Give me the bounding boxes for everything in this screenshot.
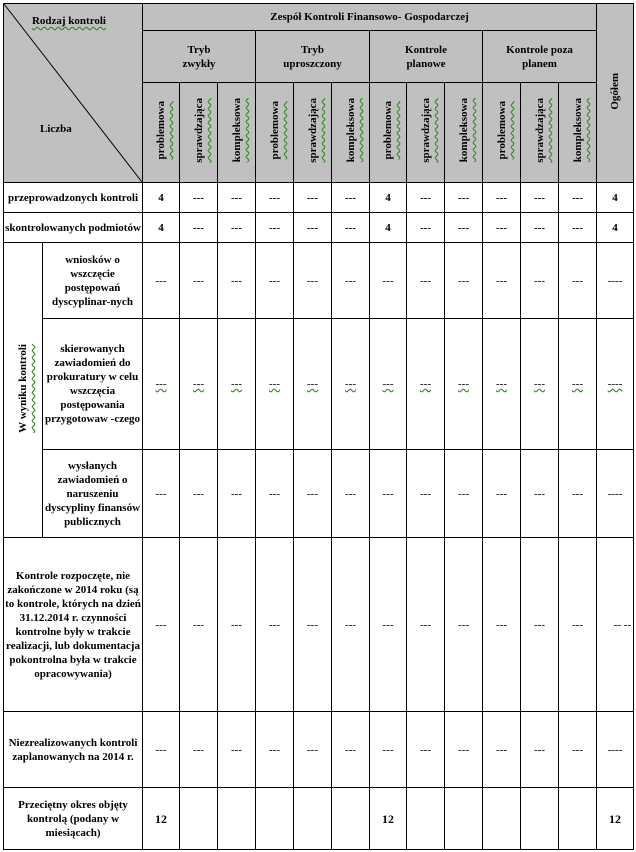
value-cell: --- <box>332 319 370 450</box>
type-label-sprawdzajaca: sprawdzająca <box>192 98 205 163</box>
type-label-problemowa: problemowa <box>382 101 394 160</box>
type-label-kompleksowa: kompleksowa <box>571 98 584 163</box>
total-header-label: Ogółem <box>609 72 622 110</box>
row-label: skierowanych zawiadomień do prokuratury w celu wszczęcia postępowania przygotowaw -czego <box>43 319 143 450</box>
value-cell: --- <box>521 450 559 538</box>
type-header <box>407 83 445 183</box>
value-cell: 12 <box>143 788 180 850</box>
side-label-cell <box>4 243 43 538</box>
type-label-problemowa: problemowa <box>155 101 167 160</box>
row-label: wniosków o wszczęcie postępowań dyscyplinar-nych <box>43 243 143 319</box>
value-cell: --- <box>559 213 597 243</box>
value-cell: --- <box>332 712 370 788</box>
type-label-kompleksowa: kompleksowa <box>457 98 470 163</box>
value-cell: --- <box>407 243 445 319</box>
value-cell: 4 <box>143 213 180 243</box>
value-cell: --- <box>407 450 445 538</box>
value-cell: --- <box>256 538 294 712</box>
value-cell <box>483 788 521 850</box>
type-header <box>332 83 370 183</box>
value-cell: --- <box>483 243 521 319</box>
total-value-cell: ---- <box>597 243 634 319</box>
type-label-sprawdzajaca: sprawdzająca <box>419 98 432 163</box>
value-cell: --- <box>445 183 483 213</box>
total-value-cell: 4 <box>597 213 634 243</box>
value-cell: --- <box>445 712 483 788</box>
value-cell: --- <box>559 450 597 538</box>
value-cell <box>218 788 256 850</box>
header-corner-cell <box>4 4 143 183</box>
value-cell: --- <box>521 183 559 213</box>
value-cell: --- <box>370 319 407 450</box>
table-row <box>4 213 634 243</box>
value-cell: --- <box>180 213 218 243</box>
value-cell: --- <box>256 450 294 538</box>
table-row <box>4 319 634 450</box>
total-value-cell: ---- <box>597 450 634 538</box>
value-cell: --- <box>521 319 559 450</box>
value-cell <box>256 788 294 850</box>
type-label-kompleksowa: kompleksowa <box>230 98 243 163</box>
value-cell: --- <box>180 183 218 213</box>
row-label: wysłanych zawiadomień o naruszeniu dyscypliny finansów publicznych <box>43 450 143 538</box>
value-cell: --- <box>256 712 294 788</box>
value-cell: --- <box>445 450 483 538</box>
total-value-cell: ---- <box>597 712 634 788</box>
type-label-kompleksowa: kompleksowa <box>344 98 357 163</box>
value-cell <box>407 788 445 850</box>
value-cell: --- <box>407 712 445 788</box>
table-row <box>4 712 634 788</box>
corner-label-liczba: Liczba <box>40 123 72 135</box>
value-cell: --- <box>445 213 483 243</box>
mode-label-line2: uproszczony <box>283 57 342 70</box>
value-cell: --- <box>294 213 332 243</box>
value-cell: --- <box>218 538 256 712</box>
type-label-problemowa: problemowa <box>495 101 508 160</box>
table-row <box>4 243 634 319</box>
type-label-problemowa: problemowa <box>268 101 281 160</box>
total-value-cell: 4 <box>597 183 634 213</box>
type-label-sprawdzajaca: sprawdzająca <box>306 98 319 163</box>
value-cell: --- <box>483 183 521 213</box>
value-cell: --- <box>445 538 483 712</box>
value-cell: --- <box>407 538 445 712</box>
value-cell: --- <box>256 183 294 213</box>
value-cell: --- <box>332 243 370 319</box>
value-cell: --- <box>332 183 370 213</box>
group-title: Zespół Kontroli Finansowo- Gospodarczej <box>143 4 597 31</box>
value-cell: --- <box>256 319 294 450</box>
value-cell <box>332 788 370 850</box>
value-cell: --- <box>180 450 218 538</box>
value-cell <box>180 788 218 850</box>
table-row <box>4 788 634 850</box>
mode-label-line1: Kontrole <box>405 43 447 56</box>
value-cell: --- <box>256 243 294 319</box>
value-cell <box>559 788 597 850</box>
mode-label-line2: planowe <box>406 57 446 70</box>
value-cell: --- <box>483 213 521 243</box>
value-cell: --- <box>559 319 597 450</box>
value-cell: --- <box>180 319 218 450</box>
type-header <box>143 83 180 183</box>
value-cell: 4 <box>370 183 407 213</box>
value-cell: --- <box>143 319 180 450</box>
value-cell: --- <box>143 450 180 538</box>
value-cell: --- <box>294 450 332 538</box>
value-cell: --- <box>407 183 445 213</box>
value-cell: --- <box>559 243 597 319</box>
value-cell: --- <box>218 213 256 243</box>
total-header <box>597 4 634 183</box>
value-cell: --- <box>332 450 370 538</box>
value-cell: --- <box>143 712 180 788</box>
value-cell: --- <box>559 183 597 213</box>
side-label: W wyniku kontroli <box>17 343 29 433</box>
value-cell: --- <box>218 450 256 538</box>
value-cell: --- <box>483 319 521 450</box>
total-value-cell: 12 <box>597 788 634 850</box>
corner-label-rodzaj: Rodzaj kontroli <box>31 15 106 27</box>
mode-header-uproszczony <box>256 31 370 83</box>
value-cell <box>445 788 483 850</box>
value-cell: --- <box>294 319 332 450</box>
value-cell: --- <box>294 538 332 712</box>
value-cell: --- <box>521 213 559 243</box>
mode-header-poza-planem <box>483 31 597 83</box>
value-cell: --- <box>559 712 597 788</box>
value-cell: --- <box>559 538 597 712</box>
row-label: Niezrealizowanych kontroli zaplanowanych na 2014 r. <box>4 712 143 788</box>
value-cell: --- <box>483 450 521 538</box>
row-label: Przeciętny okres objęty kontrolą (podany w miesiącach) <box>4 788 143 850</box>
value-cell: --- <box>294 712 332 788</box>
mode-label-line1: Tryb <box>187 43 211 56</box>
value-cell: --- <box>483 712 521 788</box>
total-value-cell: ---- <box>597 319 634 450</box>
value-cell: --- <box>445 243 483 319</box>
value-cell: --- <box>332 213 370 243</box>
value-cell: --- <box>218 243 256 319</box>
type-header <box>559 83 597 183</box>
value-cell: --- <box>521 712 559 788</box>
type-header <box>445 83 483 183</box>
type-header <box>483 83 521 183</box>
value-cell <box>521 788 559 850</box>
value-cell: --- <box>218 712 256 788</box>
control-summary-table <box>3 3 634 850</box>
value-cell <box>294 788 332 850</box>
value-cell: 4 <box>143 183 180 213</box>
row-label: skontrolowanych podmiotów <box>4 213 143 243</box>
total-value-cell: -- -- <box>597 538 634 712</box>
value-cell: --- <box>445 319 483 450</box>
table-row <box>4 450 634 538</box>
value-cell: --- <box>180 538 218 712</box>
value-cell: --- <box>407 213 445 243</box>
mode-label-line2: zwykły <box>182 57 216 70</box>
value-cell: --- <box>180 243 218 319</box>
value-cell: --- <box>180 712 218 788</box>
value-cell: 12 <box>370 788 407 850</box>
value-cell: --- <box>370 243 407 319</box>
value-cell: 4 <box>370 213 407 243</box>
value-cell: --- <box>143 243 180 319</box>
type-header <box>370 83 407 183</box>
row-label: przeprowadzonych kontroli <box>4 183 143 213</box>
type-label-sprawdzajaca: sprawdzająca <box>533 98 546 163</box>
value-cell: --- <box>370 712 407 788</box>
corner-diagonal <box>4 4 142 182</box>
mode-label-line1: Tryb <box>300 43 325 56</box>
value-cell: --- <box>370 450 407 538</box>
table-row <box>4 183 634 213</box>
table-row <box>4 538 634 712</box>
value-cell: --- <box>143 538 180 712</box>
type-header <box>521 83 559 183</box>
value-cell: --- <box>218 183 256 213</box>
value-cell: --- <box>332 538 370 712</box>
mode-label-line2: planem <box>522 57 557 70</box>
mode-header-zwykly <box>143 31 256 83</box>
type-header <box>294 83 332 183</box>
value-cell: --- <box>521 243 559 319</box>
value-cell: --- <box>521 538 559 712</box>
value-cell: --- <box>294 183 332 213</box>
mode-header-planowe <box>370 31 483 83</box>
value-cell: --- <box>218 319 256 450</box>
value-cell: --- <box>370 538 407 712</box>
value-cell: --- <box>483 538 521 712</box>
value-cell: --- <box>407 319 445 450</box>
value-cell: --- <box>294 243 332 319</box>
type-header <box>180 83 218 183</box>
type-header <box>218 83 256 183</box>
type-header <box>256 83 294 183</box>
mode-label-line1: Kontrole poza <box>506 43 573 56</box>
row-label: Kontrole rozpoczęte, nie zakończone w 2014 roku (są to kontrole, których na dzień 31.12.2014 r. czynności kontrolne były w trakcie realizacji, lub dokumentacja pokontrolna była w trakcie opracowywania) <box>4 538 143 712</box>
value-cell: --- <box>256 213 294 243</box>
